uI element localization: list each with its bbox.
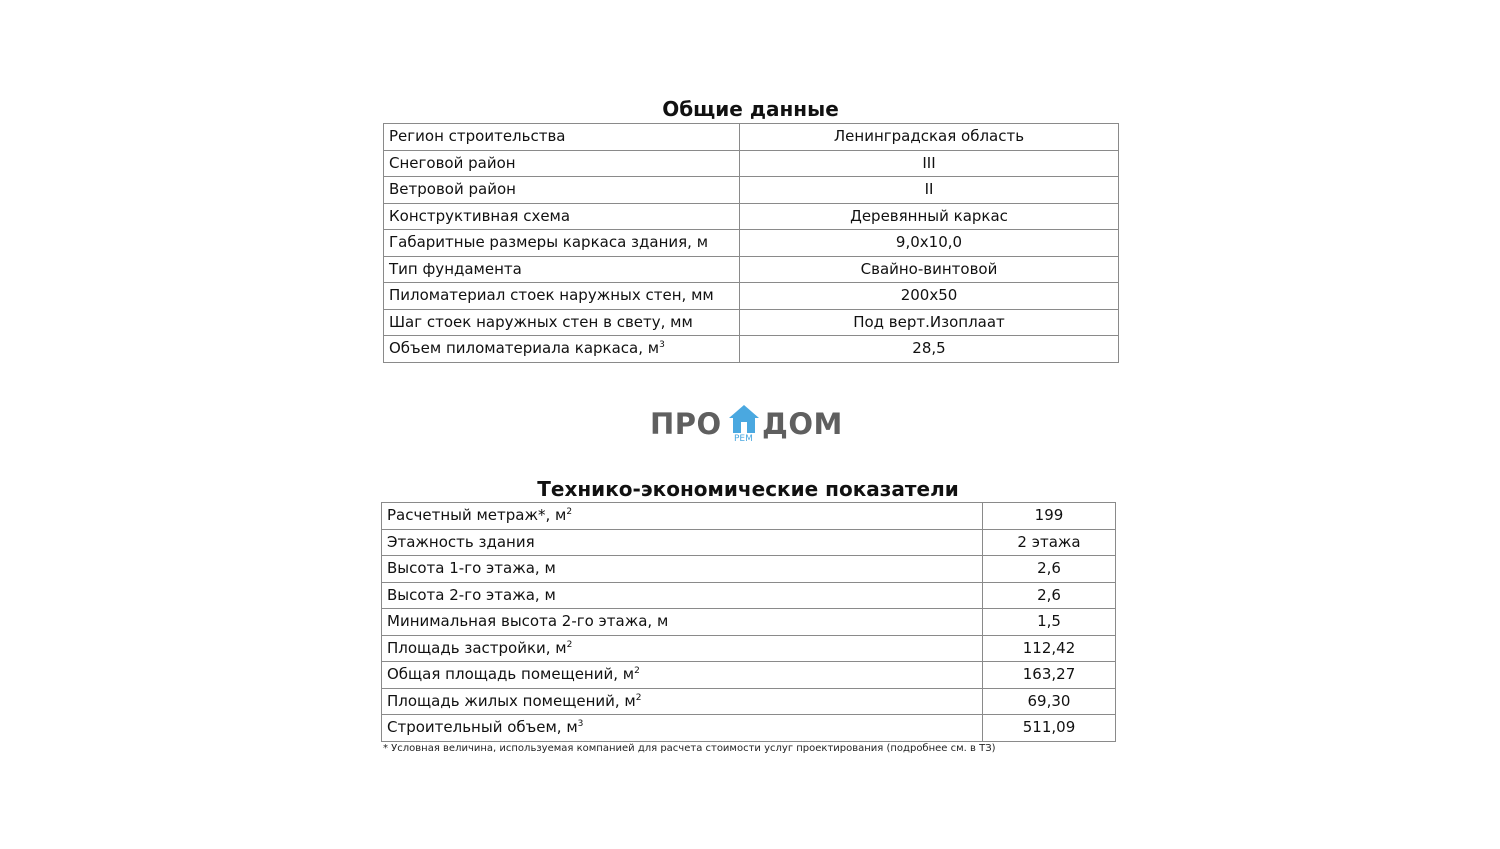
- tech-econ-table: [381, 502, 1116, 742]
- row-value: 112,42: [983, 635, 1116, 662]
- table-row: [384, 177, 1119, 204]
- row-value: 2,6: [983, 556, 1116, 583]
- unit-exponent: 2: [566, 639, 573, 650]
- table-row: [382, 503, 1116, 530]
- row-value: 200x50: [740, 283, 1119, 310]
- row-value: 9,0x10,0: [740, 230, 1119, 257]
- row-label-text: Площадь застройки, м: [387, 638, 567, 657]
- tech-econ-title: Технико-экономические показатели: [537, 477, 959, 501]
- row-value: III: [740, 150, 1119, 177]
- table-row: [384, 203, 1119, 230]
- row-value: Ленинградская область: [740, 124, 1119, 151]
- table-row: [382, 635, 1116, 662]
- unit-exponent: 3: [659, 340, 665, 351]
- table-row: [382, 556, 1116, 583]
- table-row: [382, 688, 1116, 715]
- row-label: [382, 715, 983, 742]
- footnote: * Условная величина, используемая компанией для расчета стоимости услуг проектирования (подробнее см. в ТЗ): [383, 743, 996, 754]
- table-row: [384, 283, 1119, 310]
- row-label: Регион строительства: [384, 124, 740, 151]
- table-row: [382, 662, 1116, 689]
- logo-text-right: ДОМ: [762, 407, 843, 441]
- logo-subtext: РЕМ: [734, 434, 753, 444]
- row-label: [382, 688, 983, 715]
- prodom-logo: [650, 403, 850, 447]
- row-label: Габаритные размеры каркаса здания, м: [384, 230, 740, 257]
- row-value: 69,30: [983, 688, 1116, 715]
- row-label-text: Расчетный метраж*, м: [387, 506, 567, 525]
- unit-exponent: 2: [566, 507, 573, 518]
- row-label: Этажность здания: [382, 529, 983, 556]
- table-row: [384, 150, 1119, 177]
- row-value: 2,6: [983, 582, 1116, 609]
- unit-exponent: 2: [634, 666, 640, 677]
- general-data-title: Общие данные: [662, 97, 839, 121]
- table-row: [384, 309, 1119, 336]
- table-row: [382, 715, 1116, 742]
- row-value: 28,5: [740, 336, 1119, 363]
- row-label-text: Площадь жилых помещений, м: [387, 691, 636, 710]
- table-row: [384, 256, 1119, 283]
- row-label: [382, 662, 983, 689]
- unit-exponent: 3: [577, 719, 584, 730]
- row-label-text: Общая площадь помещений, м: [387, 665, 635, 684]
- row-value: Под верт.Изоплаат: [740, 309, 1119, 336]
- row-value: 163,27: [983, 662, 1116, 689]
- row-label: Тип фундамента: [384, 256, 740, 283]
- row-label-text: Объем пиломатериала каркаса, м: [389, 339, 660, 358]
- unit-exponent: 2: [635, 692, 642, 703]
- table-row: [382, 609, 1116, 636]
- row-label: [382, 503, 983, 530]
- row-label: Снеговой район: [384, 150, 740, 177]
- row-label-text: Строительный объем, м: [387, 718, 578, 737]
- row-value: Деревянный каркас: [740, 203, 1119, 230]
- row-value: Свайно-винтовой: [740, 256, 1119, 283]
- table-row: [382, 529, 1116, 556]
- logo-text-left: ПРО: [650, 407, 722, 441]
- row-value: 199: [983, 503, 1116, 530]
- table-row: [382, 582, 1116, 609]
- row-label: [384, 336, 740, 363]
- row-value: 511,09: [983, 715, 1116, 742]
- general-data-table: [383, 123, 1119, 363]
- row-label: Пиломатериал стоек наружных стен, мм: [384, 283, 740, 310]
- table-row: [384, 230, 1119, 257]
- row-label: Минимальная высота 2-го этажа, м: [382, 609, 983, 636]
- table-row: [384, 124, 1119, 151]
- row-label: Ветровой район: [384, 177, 740, 204]
- row-label: Высота 1-го этажа, м: [382, 556, 983, 583]
- row-label: [382, 635, 983, 662]
- row-value: II: [740, 177, 1119, 204]
- table-row: [384, 336, 1119, 363]
- row-value: 2 этажа: [983, 529, 1116, 556]
- row-value: 1,5: [983, 609, 1116, 636]
- row-label: Высота 2-го этажа, м: [382, 582, 983, 609]
- house-icon: [728, 404, 760, 434]
- row-label: Конструктивная схема: [384, 203, 740, 230]
- row-label: Шаг стоек наружных стен в свету, мм: [384, 309, 740, 336]
